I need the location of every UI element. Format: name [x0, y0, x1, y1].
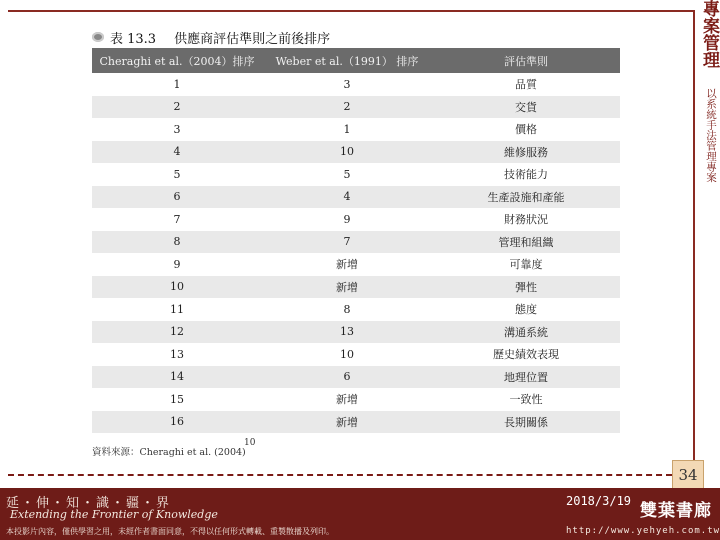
- table-row: [92, 96, 620, 119]
- table-row: [92, 298, 620, 321]
- table-row: [92, 276, 620, 299]
- cell-weber-rank: 1: [262, 118, 432, 141]
- table-title: [92, 26, 620, 48]
- cell-cheraghi-rank: 14: [92, 366, 262, 389]
- cell-criteria: 長期關係: [432, 411, 620, 434]
- cell-criteria: 交貨: [432, 96, 620, 119]
- cell-cheraghi-rank: 12: [92, 321, 262, 344]
- cell-criteria: 價格: [432, 118, 620, 141]
- cell-weber-rank: 7: [262, 231, 432, 254]
- cell-cheraghi-rank: 11: [92, 298, 262, 321]
- table-row: [92, 163, 620, 186]
- table-row: [92, 388, 620, 411]
- cell-criteria: 態度: [432, 298, 620, 321]
- cell-weber-rank: 10: [262, 141, 432, 164]
- cell-cheraghi-rank: 16: [92, 411, 262, 434]
- table-header-row: [92, 48, 620, 73]
- cell-cheraghi-rank: 1: [92, 73, 262, 96]
- right-border-line: [693, 10, 695, 480]
- cell-criteria: 管理和組織: [432, 231, 620, 254]
- footer-date: 2018/3/19: [566, 494, 632, 508]
- header-weber-rank: Weber et al.（1991） 排序: [262, 48, 432, 73]
- cell-criteria: 技術能力: [432, 163, 620, 186]
- table-row: [92, 208, 620, 231]
- table-row: [92, 253, 620, 276]
- bullet-icon: [92, 32, 104, 42]
- source-text: 資料來源：Cheraghi et al. (2004): [92, 447, 246, 458]
- top-border-line: [8, 10, 694, 12]
- cell-weber-rank: 6: [262, 366, 432, 389]
- cell-weber-rank: 8: [262, 298, 432, 321]
- table-number: 表 13.3: [110, 31, 157, 47]
- cell-cheraghi-rank: 6: [92, 186, 262, 209]
- cell-weber-rank: 新增: [262, 276, 432, 299]
- cell-cheraghi-rank: 9: [92, 253, 262, 276]
- dashed-divider: [8, 474, 672, 476]
- book-subtitle: 以系統手法管理專案: [705, 88, 717, 183]
- source-note: [92, 444, 246, 458]
- cell-cheraghi-rank: 10: [92, 276, 262, 299]
- cell-cheraghi-rank: 8: [92, 231, 262, 254]
- cell-cheraghi-rank: 15: [92, 388, 262, 411]
- book-title: 專案管理: [699, 0, 719, 68]
- cell-criteria: 地理位置: [432, 366, 620, 389]
- footer-copyright: 本投影片內容，僅供學習之用，未經作者書面同意，不得以任何形式轉載、重製散播及列印。: [6, 527, 334, 536]
- table-row: [92, 73, 620, 96]
- table-row: [92, 321, 620, 344]
- table-figure: [92, 26, 620, 466]
- table-row: [92, 186, 620, 209]
- table-row: [92, 141, 620, 164]
- cell-criteria: 品質: [432, 73, 620, 96]
- cell-criteria: 財務狀況: [432, 208, 620, 231]
- cell-criteria: 可靠度: [432, 253, 620, 276]
- cell-criteria: 一致性: [432, 388, 620, 411]
- cell-cheraghi-rank: 7: [92, 208, 262, 231]
- footer-motto-en: Extending the Frontier of Knowledge: [10, 508, 218, 521]
- cell-criteria: 溝通系統: [432, 321, 620, 344]
- page-number: 34: [672, 460, 704, 490]
- cell-weber-rank: 新增: [262, 253, 432, 276]
- cell-weber-rank: 2: [262, 96, 432, 119]
- cell-weber-rank: 9: [262, 208, 432, 231]
- cell-weber-rank: 13: [262, 321, 432, 344]
- cell-cheraghi-rank: 4: [92, 141, 262, 164]
- cell-weber-rank: 10: [262, 343, 432, 366]
- cell-criteria: 生產設施和產能: [432, 186, 620, 209]
- cell-cheraghi-rank: 3: [92, 118, 262, 141]
- cell-weber-rank: 3: [262, 73, 432, 96]
- cell-weber-rank: 5: [262, 163, 432, 186]
- table-title-text: 供應商評估準則之前後排序: [174, 31, 331, 47]
- cell-criteria: 維修服務: [432, 141, 620, 164]
- cell-cheraghi-rank: 5: [92, 163, 262, 186]
- cell-criteria: 歷史績效表現: [432, 343, 620, 366]
- table-row: [92, 231, 620, 254]
- table-row: [92, 343, 620, 366]
- header-criteria: 評估準則: [432, 48, 620, 73]
- cell-cheraghi-rank: 13: [92, 343, 262, 366]
- header-cheraghi-rank: Cheraghi et al.（2004）排序: [92, 48, 262, 73]
- source-superscript: 10: [244, 438, 256, 448]
- ranking-table: [92, 48, 620, 433]
- cell-weber-rank: 新增: [262, 411, 432, 434]
- publisher-logo: 雙葉書廊: [640, 501, 712, 521]
- footer-url[interactable]: http://www.yehyeh.com.tw: [566, 526, 720, 536]
- table-row: [92, 118, 620, 141]
- footer-motto: 延・伸・知・識・疆・界: [6, 496, 172, 511]
- table-row: [92, 411, 620, 434]
- cell-weber-rank: 4: [262, 186, 432, 209]
- cell-weber-rank: 新增: [262, 388, 432, 411]
- cell-cheraghi-rank: 2: [92, 96, 262, 119]
- table-row: [92, 366, 620, 389]
- cell-criteria: 彈性: [432, 276, 620, 299]
